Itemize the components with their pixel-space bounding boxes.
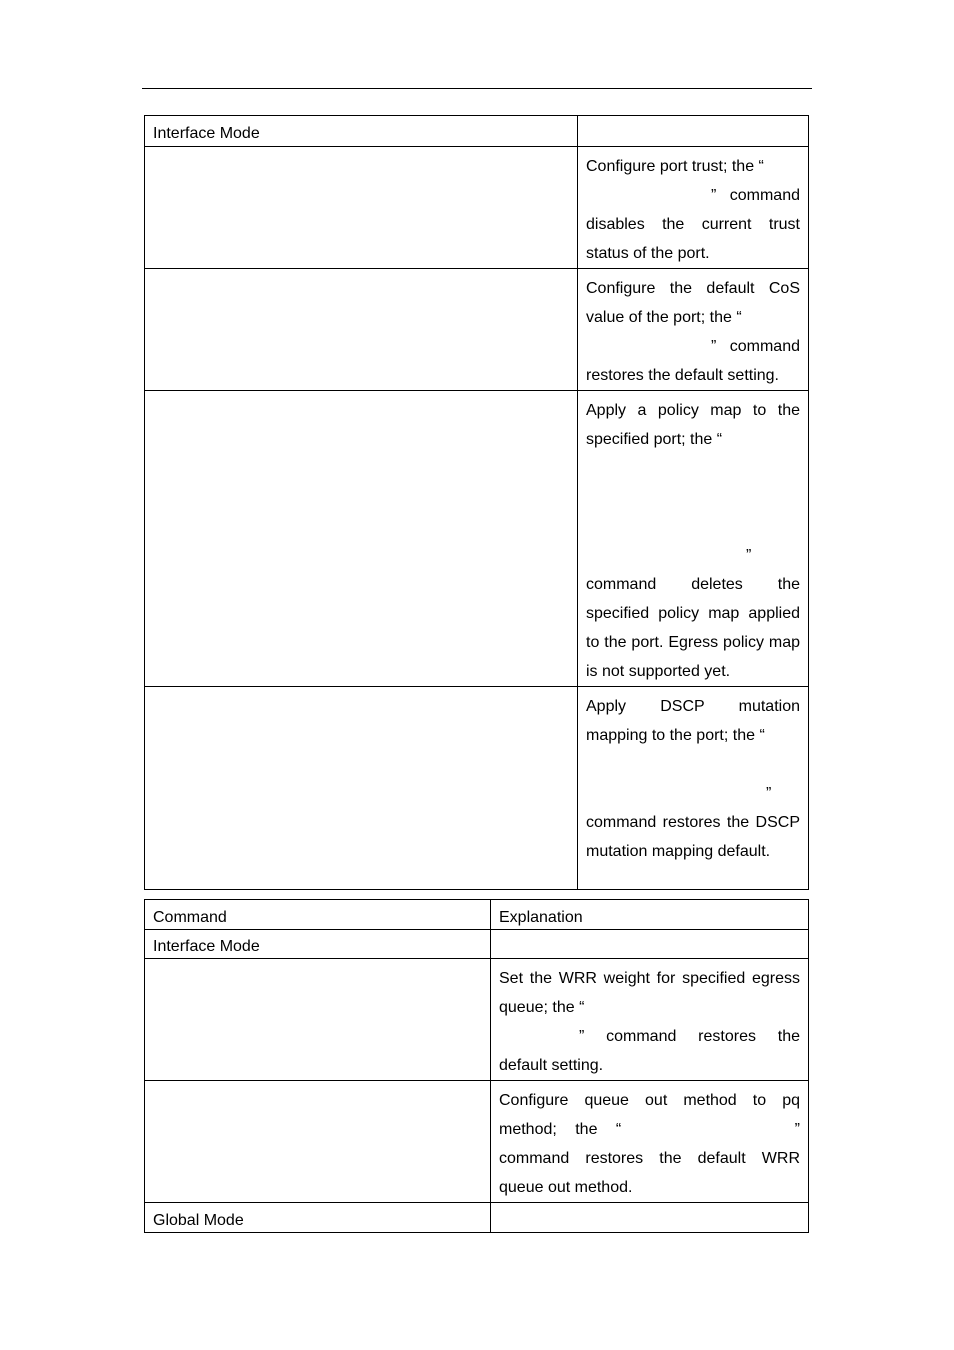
explanation-header: Explanation <box>491 900 809 930</box>
explanation-text-start: Set the WRR weight for specified egress queue; the “ <box>499 970 800 1016</box>
explanation-text-start: Apply a policy map to the specified port; the “ <box>586 402 800 448</box>
command-header: Command <box>145 900 491 930</box>
explanation-text-end: ” command restores the default WRR queue out method. <box>499 1121 800 1196</box>
empty-cell <box>491 1203 809 1233</box>
command-cell <box>145 1081 491 1203</box>
page-header-rule <box>142 88 812 89</box>
table-row <box>145 930 809 959</box>
explanation-text-end: ” command restores the default setting. <box>499 1028 800 1074</box>
table-row <box>145 116 809 147</box>
explanation-close-quote: ” <box>746 547 752 564</box>
table-header-row <box>145 900 809 930</box>
empty-cell <box>491 930 809 959</box>
empty-cell <box>578 116 809 147</box>
table-row <box>145 391 809 687</box>
table-row <box>145 687 809 890</box>
explanation-cell <box>578 147 809 269</box>
table-row <box>145 269 809 391</box>
explanation-text-end: ” command restores the default setting. <box>586 338 800 384</box>
table-row <box>145 959 809 1081</box>
explanation-cell <box>578 269 809 391</box>
command-cell <box>145 687 578 890</box>
command-cell <box>145 959 491 1081</box>
command-table <box>144 899 809 1233</box>
mode-label: Interface Mode <box>145 930 491 959</box>
mode-label: Interface Mode <box>145 116 578 147</box>
explanation-text-end: command restores the DSCP mutation mapping default. <box>586 814 800 860</box>
table-row <box>145 147 809 269</box>
table-row <box>145 1203 809 1233</box>
explanation-close-quote: ” <box>766 785 772 802</box>
explanation-text-start: Configure the default CoS value of the port; the “ <box>586 280 800 326</box>
mode-label: Global Mode <box>145 1203 491 1233</box>
explanation-text-start: Configure port trust; the “ <box>586 158 764 175</box>
explanation-text-end: command deletes the specified policy map applied to the port. Egress policy map is not supported yet. <box>586 576 800 680</box>
command-table-continued <box>144 115 809 890</box>
command-cell <box>145 391 578 687</box>
explanation-text-start: Configure queue out method to pq method; the “ <box>499 1092 800 1138</box>
command-cell <box>145 147 578 269</box>
explanation-text-end: ” command disables the current trust status of the port. <box>586 187 800 262</box>
explanation-cell <box>578 687 809 890</box>
explanation-cell <box>491 1081 809 1203</box>
table-row <box>145 1081 809 1203</box>
explanation-cell <box>578 391 809 687</box>
command-cell <box>145 269 578 391</box>
explanation-cell <box>491 959 809 1081</box>
explanation-text-start: Apply DSCP mutation mapping to the port; the “ <box>586 698 800 744</box>
